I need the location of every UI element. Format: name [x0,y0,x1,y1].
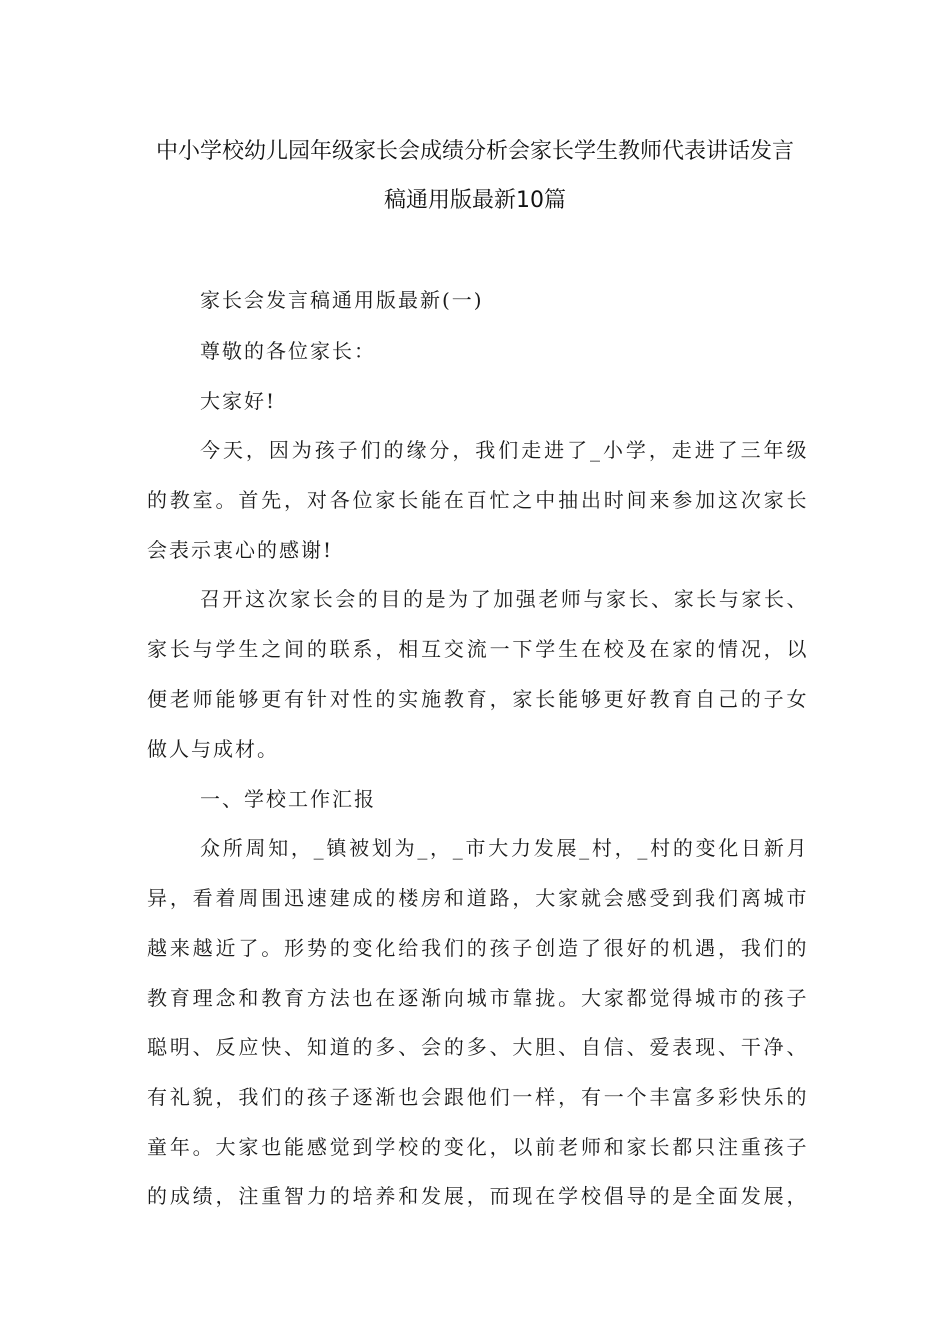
greeting: 大家好! [200,389,277,413]
paragraph-line: 越来越近了。形势的变化给我们的孩子创造了很好的机遇，我们的 [147,936,807,960]
document-title-line-2: 稿通用版最新10篇 [384,188,566,213]
paragraph-line: 众所周知，_镇被划为_，_市大力发展_村，_村的变化日新月 [200,836,807,860]
salutation: 尊敬的各位家长： [200,339,376,363]
paragraph-line: 会表示衷心的感谢! [147,538,334,562]
paragraph-line: 教育理念和教育方法也在逐渐向城市靠拢。大家都觉得城市的孩子 [147,986,807,1010]
document-title-line-1: 中小学校幼儿园年级家长会成绩分析会家长学生教师代表讲话发言 [155,139,794,164]
paragraph-line: 召开这次家长会的目的是为了加强老师与家长、家长与家长、 [200,587,807,611]
paragraph-line: 的成绩，注重智力的培养和发展，而现在学校倡导的是全面发展， [147,1184,807,1208]
paragraph-line: 今天，因为孩子们的缘分，我们走进了_小学，走进了三年级 [200,438,807,462]
paragraph-line: 童年。大家也能感觉到学校的变化，以前老师和家长都只注重孩子 [147,1135,807,1159]
paragraph-line: 聪明、反应快、知道的多、会的多、大胆、自信、爱表现、干净、 [147,1035,807,1059]
paragraph-line: 便老师能够更有针对性的实施教育，家长能够更好教育自己的子女 [147,687,807,711]
paragraph-line: 异，看着周围迅速建成的楼房和道路，大家就会感受到我们离城市 [147,886,807,910]
paragraph-line: 家长与学生之间的联系，相互交流一下学生在校及在家的情况，以 [147,637,807,661]
section-heading: 家长会发言稿通用版最新(一) [200,288,484,312]
paragraph-line: 有礼貌，我们的孩子逐渐也会跟他们一样，有一个丰富多彩快乐的 [147,1085,807,1109]
paragraph-line: 的教室。首先，对各位家长能在百忙之中抽出时间来参加这次家长 [147,488,807,512]
paragraph-line: 做人与成材。 [147,737,279,761]
section-heading-school-report: 一、学校工作汇报 [200,787,376,811]
